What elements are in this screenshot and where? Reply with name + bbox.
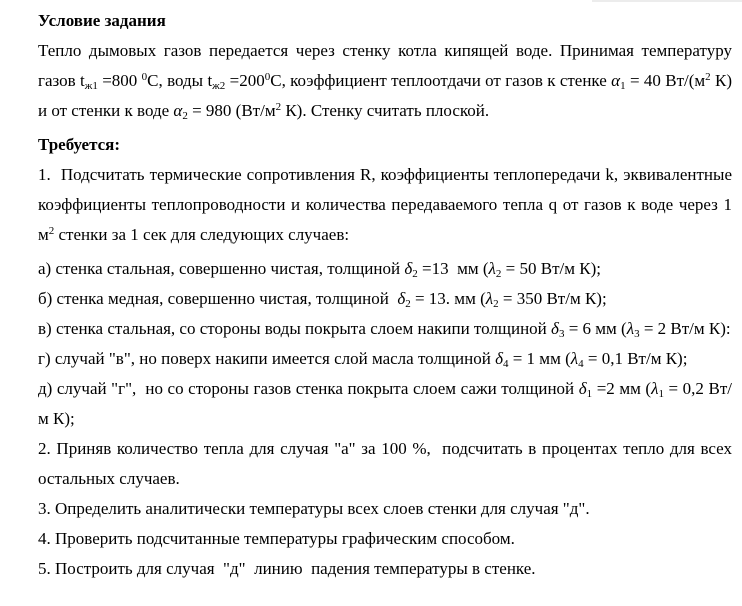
scan-artifact-line	[592, 0, 742, 2]
page-title: Условие задания	[38, 11, 166, 30]
task-item-2: 2. Приняв количество тепла для случая "а" за 100 %, подсчитать в процентах тепло для всех остальных случаев.	[38, 439, 732, 488]
case-item-a: а) стенка стальная, совершенно чистая, толщиной $\delta_2 =13$ мм ($\lambda_2 = 50$ Вт/м К);	[38, 259, 601, 280]
task-item-1: 1. Подсчитать термические сопротивления R, коэффициенты теплопередачи k, эквивалентные коэффициенты теплопроводности и количества передаваемого тепла q от газов к воде через 1 $м^2$ стенки за 1 сек для следующих случаев:	[38, 165, 732, 244]
inline-formula: $\alpha_1 = 40$ $Вт/(м^2$ К)	[611, 71, 733, 92]
case-item-g: г) случай "в", но поверх накипи имеется слой масла толщиной $\delta_4 = 1$ мм ($\lambda_4 = 0,1$ Вт/м К);	[38, 349, 688, 370]
task-item-3: 3. Определить аналитически температуры всех слоев стенки для случая "д".	[38, 499, 590, 518]
case-item-b: б) стенка медная, совершенно чистая, толщиной $\delta_2 = 13$. мм ($\lambda_2 = 350$ Вт/м К);	[38, 289, 607, 310]
task-item-5: 5. Построить для случая "д" линию падения температуры в стенке.	[38, 559, 536, 578]
task-item-4: 4. Проверить подсчитанные температуры графическим способом.	[38, 529, 515, 548]
inline-formula: $t_{ж1} =800$ $^0$С	[80, 71, 159, 92]
inline-formula: $t_{ж2} =200^0С$	[207, 71, 282, 92]
case-item-v: в) стенка стальная, со стороны воды покрыта слоем накипи толщиной $\delta_3 = 6$ мм ($\lambda_3 = 2$ Вт/м К):	[38, 319, 731, 340]
case-item-d: д) случай "г", но со стороны газов стенка покрыта слоем сажи толщиной $\delta_1 =2$ мм ($\lambda_1 = 0,2$ Вт/м К);	[38, 379, 732, 428]
requirements-heading: Требуется:	[38, 135, 121, 154]
problem-statement: Тепло дымовых газов передается через стенку котла кипящей воде. Принимая температуру газов $t_{ж1} =800$ $^0$С, воды $t_{ж2} =200^0С$, коэффициент теплоотдачи от газов к стенке $\alpha_1 = 40$ $Вт/(м^2$ К) и от стенки к воде $\alpha_2 = 980$ ($Вт/м^2$ К). Стенку считать плоской.	[38, 41, 733, 122]
inline-formula: $\alpha_2 = 980$ ($Вт/м^2$ К)	[173, 101, 303, 122]
